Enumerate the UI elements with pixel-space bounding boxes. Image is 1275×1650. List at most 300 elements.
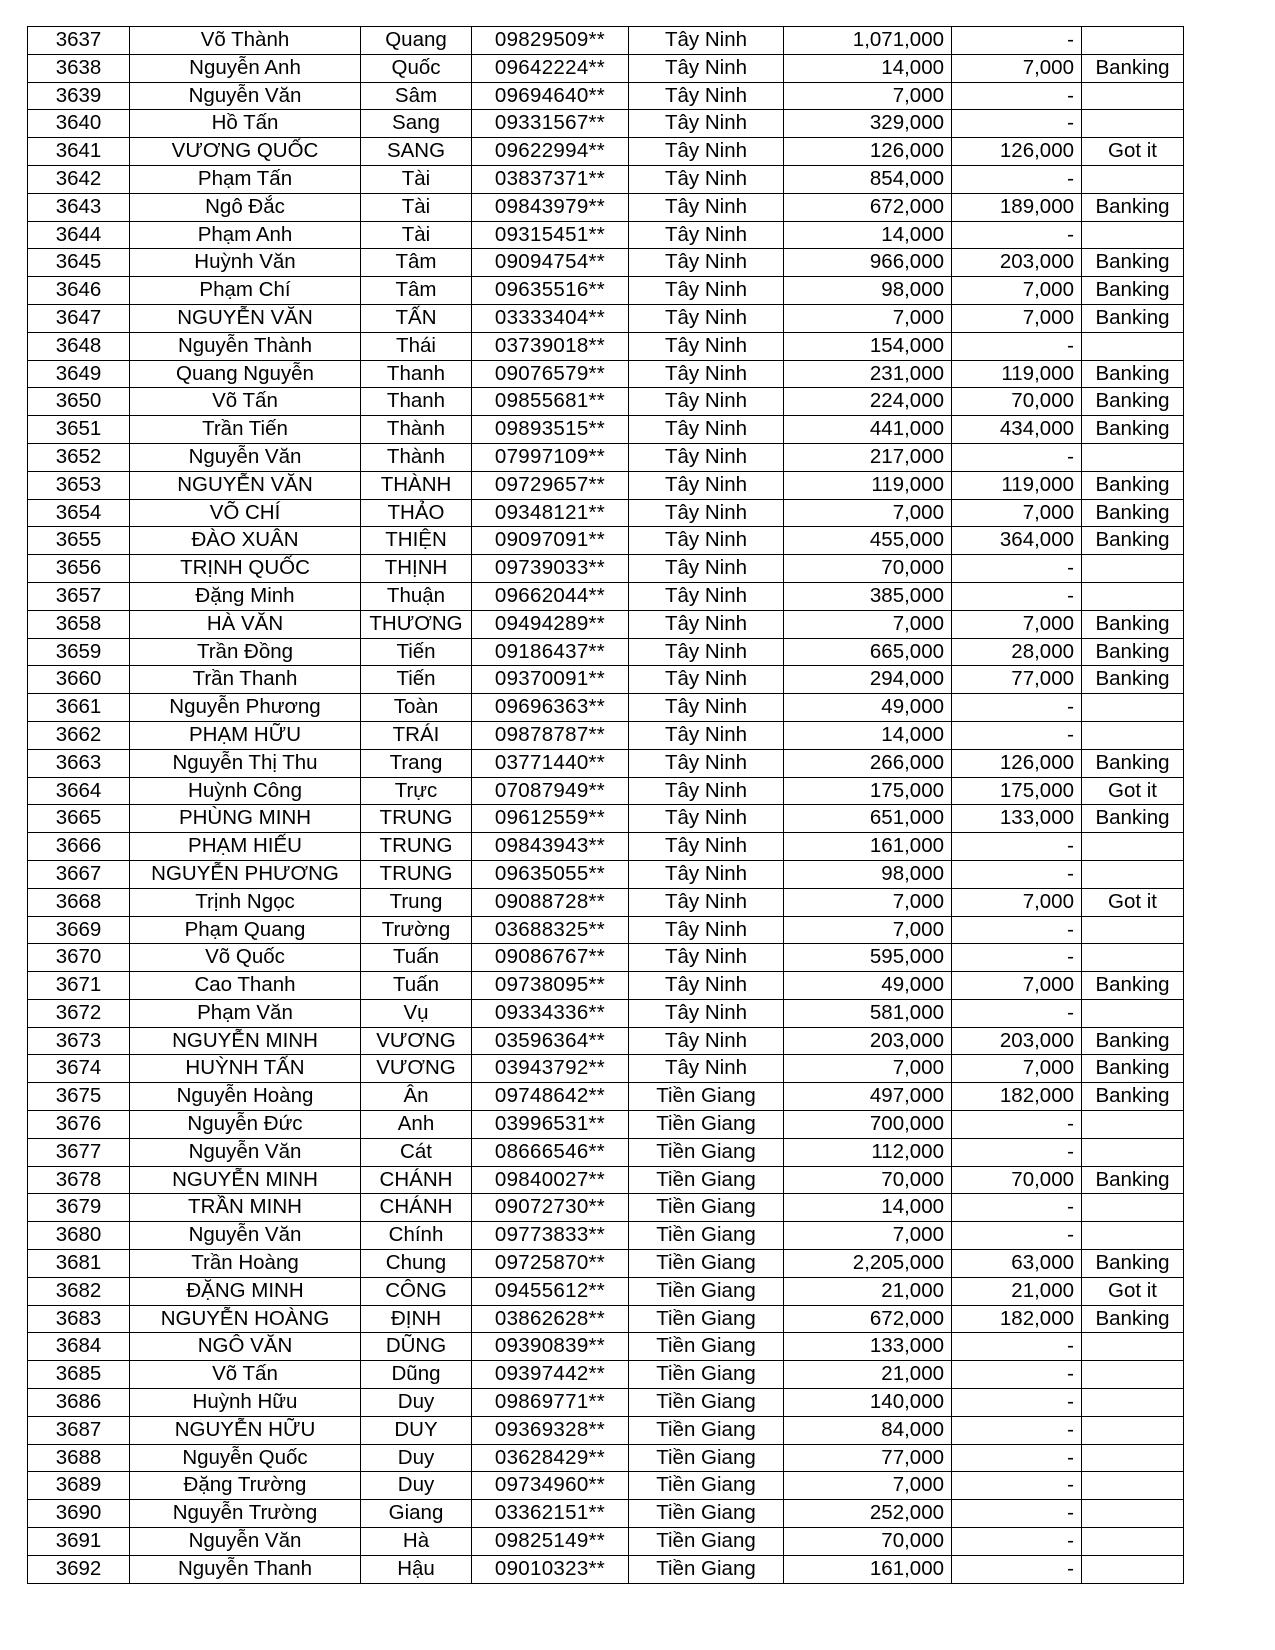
table-row [28, 944, 1184, 972]
first-name-cell: Phạm Quang [130, 916, 361, 944]
paid-amount-cell: 63,000 [952, 1250, 1082, 1278]
method-cell [1082, 1111, 1184, 1139]
last-name-cell: THẢO [361, 499, 472, 527]
paid-amount-cell: - [952, 1444, 1082, 1472]
method-cell [1082, 1528, 1184, 1556]
phone-cell: 09869771** [472, 1389, 629, 1417]
paid-amount-cell: 7,000 [952, 972, 1082, 1000]
first-name-cell: HÀ VĂN [130, 610, 361, 638]
table-row [28, 277, 1184, 305]
method-cell [1082, 582, 1184, 610]
first-name-cell: Nguyễn Anh [130, 54, 361, 82]
phone-cell: 09390839** [472, 1333, 629, 1361]
table-row [28, 721, 1184, 749]
province-cell: Tây Ninh [629, 582, 784, 610]
row-index-cell: 3640 [28, 110, 130, 138]
method-cell: Banking [1082, 805, 1184, 833]
method-cell: Got it [1082, 138, 1184, 166]
table-row [28, 1305, 1184, 1333]
last-name-cell: Thành [361, 443, 472, 471]
table-row [28, 1555, 1184, 1583]
table-row [28, 1389, 1184, 1417]
first-name-cell: NGUYỄN HỮU [130, 1416, 361, 1444]
row-index-cell: 3667 [28, 860, 130, 888]
last-name-cell: Thành [361, 416, 472, 444]
first-name-cell: VÕ CHÍ [130, 499, 361, 527]
table-row [28, 972, 1184, 1000]
phone-cell: 09738095** [472, 972, 629, 1000]
first-name-cell: Cao Thanh [130, 972, 361, 1000]
last-name-cell: THÀNH [361, 471, 472, 499]
row-index-cell: 3682 [28, 1277, 130, 1305]
phone-cell: 09612559** [472, 805, 629, 833]
phone-cell: 09725870** [472, 1250, 629, 1278]
last-name-cell: Tâm [361, 249, 472, 277]
amount-cell: 161,000 [784, 833, 952, 861]
last-name-cell: DŨNG [361, 1333, 472, 1361]
last-name-cell: Vụ [361, 999, 472, 1027]
method-cell [1082, 443, 1184, 471]
phone-cell: 09186437** [472, 638, 629, 666]
first-name-cell: NGÔ VĂN [130, 1333, 361, 1361]
last-name-cell: TRUNG [361, 805, 472, 833]
last-name-cell: SANG [361, 138, 472, 166]
paid-amount-cell: 70,000 [952, 1166, 1082, 1194]
paid-amount-cell: - [952, 1500, 1082, 1528]
last-name-cell: TRUNG [361, 860, 472, 888]
method-cell [1082, 860, 1184, 888]
first-name-cell: Võ Tấn [130, 388, 361, 416]
province-cell: Tây Ninh [629, 666, 784, 694]
table-row [28, 388, 1184, 416]
table-row [28, 471, 1184, 499]
method-cell [1082, 1361, 1184, 1389]
amount-cell: 98,000 [784, 277, 952, 305]
row-index-cell: 3691 [28, 1528, 130, 1556]
paid-amount-cell: 203,000 [952, 1027, 1082, 1055]
amount-cell: 672,000 [784, 1305, 952, 1333]
province-cell: Tây Ninh [629, 416, 784, 444]
first-name-cell: Nguyễn Quốc [130, 1444, 361, 1472]
method-cell [1082, 916, 1184, 944]
table-row [28, 1472, 1184, 1500]
row-index-cell: 3679 [28, 1194, 130, 1222]
last-name-cell: Anh [361, 1111, 472, 1139]
paid-amount-cell: - [952, 1111, 1082, 1139]
paid-amount-cell: - [952, 1361, 1082, 1389]
row-index-cell: 3676 [28, 1111, 130, 1139]
phone-cell: 09086767** [472, 944, 629, 972]
province-cell: Tiền Giang [629, 1138, 784, 1166]
province-cell: Tây Ninh [629, 443, 784, 471]
table-row [28, 860, 1184, 888]
province-cell: Tiền Giang [629, 1361, 784, 1389]
paid-amount-cell: - [952, 443, 1082, 471]
last-name-cell: Trang [361, 749, 472, 777]
first-name-cell: ĐẶNG MINH [130, 1277, 361, 1305]
row-index-cell: 3673 [28, 1027, 130, 1055]
province-cell: Tiền Giang [629, 1194, 784, 1222]
amount-cell: 700,000 [784, 1111, 952, 1139]
phone-cell: 09094754** [472, 249, 629, 277]
province-cell: Tiền Giang [629, 1333, 784, 1361]
table-row [28, 1055, 1184, 1083]
row-index-cell: 3669 [28, 916, 130, 944]
first-name-cell: VƯƠNG QUỐC [130, 138, 361, 166]
first-name-cell: TRẦN MINH [130, 1194, 361, 1222]
first-name-cell: Đặng Minh [130, 582, 361, 610]
phone-cell: 03837371** [472, 165, 629, 193]
phone-cell: 08666546** [472, 1138, 629, 1166]
table-row [28, 777, 1184, 805]
phone-cell: 03943792** [472, 1055, 629, 1083]
row-index-cell: 3678 [28, 1166, 130, 1194]
phone-cell: 09662044** [472, 582, 629, 610]
paid-amount-cell: - [952, 221, 1082, 249]
last-name-cell: Trực [361, 777, 472, 805]
last-name-cell: THỊNH [361, 555, 472, 583]
table-row [28, 1111, 1184, 1139]
method-cell: Banking [1082, 1166, 1184, 1194]
paid-amount-cell: 133,000 [952, 805, 1082, 833]
amount-cell: 84,000 [784, 1416, 952, 1444]
province-cell: Tây Ninh [629, 944, 784, 972]
paid-amount-cell: - [952, 1138, 1082, 1166]
amount-cell: 7,000 [784, 916, 952, 944]
paid-amount-cell: - [952, 1416, 1082, 1444]
row-index-cell: 3661 [28, 694, 130, 722]
last-name-cell: CHÁNH [361, 1166, 472, 1194]
phone-cell: 09773833** [472, 1222, 629, 1250]
last-name-cell: Tiến [361, 638, 472, 666]
row-index-cell: 3675 [28, 1083, 130, 1111]
amount-cell: 441,000 [784, 416, 952, 444]
table-row [28, 666, 1184, 694]
province-cell: Tây Ninh [629, 471, 784, 499]
first-name-cell: Huỳnh Văn [130, 249, 361, 277]
row-index-cell: 3652 [28, 443, 130, 471]
last-name-cell: Trường [361, 916, 472, 944]
amount-cell: 70,000 [784, 1528, 952, 1556]
amount-cell: 14,000 [784, 721, 952, 749]
row-index-cell: 3647 [28, 304, 130, 332]
last-name-cell: Cát [361, 1138, 472, 1166]
amount-cell: 329,000 [784, 110, 952, 138]
row-index-cell: 3644 [28, 221, 130, 249]
amount-cell: 77,000 [784, 1444, 952, 1472]
last-name-cell: Ân [361, 1083, 472, 1111]
table-row [28, 138, 1184, 166]
last-name-cell: Dũng [361, 1361, 472, 1389]
amount-cell: 7,000 [784, 1055, 952, 1083]
amount-cell: 581,000 [784, 999, 952, 1027]
amount-cell: 497,000 [784, 1083, 952, 1111]
row-index-cell: 3680 [28, 1222, 130, 1250]
paid-amount-cell: - [952, 582, 1082, 610]
table-row [28, 499, 1184, 527]
row-index-cell: 3642 [28, 165, 130, 193]
amount-cell: 294,000 [784, 666, 952, 694]
row-index-cell: 3639 [28, 82, 130, 110]
phone-cell: 03362151** [472, 1500, 629, 1528]
province-cell: Tiền Giang [629, 1277, 784, 1305]
phone-cell: 09734960** [472, 1472, 629, 1500]
province-cell: Tây Ninh [629, 972, 784, 1000]
method-cell [1082, 555, 1184, 583]
amount-cell: 231,000 [784, 360, 952, 388]
paid-amount-cell: 203,000 [952, 249, 1082, 277]
row-index-cell: 3688 [28, 1444, 130, 1472]
row-index-cell: 3683 [28, 1305, 130, 1333]
table-row [28, 1361, 1184, 1389]
province-cell: Tây Ninh [629, 138, 784, 166]
province-cell: Tây Ninh [629, 360, 784, 388]
method-cell [1082, 1222, 1184, 1250]
first-name-cell: Nguyễn Thành [130, 332, 361, 360]
amount-cell: 154,000 [784, 332, 952, 360]
amount-cell: 126,000 [784, 138, 952, 166]
row-index-cell: 3641 [28, 138, 130, 166]
phone-cell: 09072730** [472, 1194, 629, 1222]
province-cell: Tiền Giang [629, 1166, 784, 1194]
method-cell [1082, 110, 1184, 138]
phone-cell: 09334336** [472, 999, 629, 1027]
table-row [28, 582, 1184, 610]
amount-cell: 21,000 [784, 1277, 952, 1305]
province-cell: Tiền Giang [629, 1389, 784, 1417]
province-cell: Tiền Giang [629, 1528, 784, 1556]
amount-cell: 854,000 [784, 165, 952, 193]
table-row [28, 416, 1184, 444]
province-cell: Tây Ninh [629, 555, 784, 583]
province-cell: Tây Ninh [629, 749, 784, 777]
province-cell: Tây Ninh [629, 638, 784, 666]
paid-amount-cell: - [952, 1555, 1082, 1583]
province-cell: Tây Ninh [629, 860, 784, 888]
method-cell: Banking [1082, 304, 1184, 332]
phone-cell: 03628429** [472, 1444, 629, 1472]
first-name-cell: Đặng Trường [130, 1472, 361, 1500]
amount-cell: 266,000 [784, 749, 952, 777]
amount-cell: 175,000 [784, 777, 952, 805]
method-cell [1082, 1138, 1184, 1166]
phone-cell: 09893515** [472, 416, 629, 444]
row-index-cell: 3651 [28, 416, 130, 444]
amount-cell: 49,000 [784, 694, 952, 722]
table-row [28, 1138, 1184, 1166]
row-index-cell: 3685 [28, 1361, 130, 1389]
amount-cell: 252,000 [784, 1500, 952, 1528]
table-row [28, 193, 1184, 221]
province-cell: Tây Ninh [629, 82, 784, 110]
first-name-cell: PHẠM HỮU [130, 721, 361, 749]
phone-cell: 09076579** [472, 360, 629, 388]
row-index-cell: 3638 [28, 54, 130, 82]
paid-amount-cell: - [952, 860, 1082, 888]
phone-cell: 09739033** [472, 555, 629, 583]
paid-amount-cell: - [952, 1472, 1082, 1500]
method-cell [1082, 1444, 1184, 1472]
phone-cell: 09694640** [472, 82, 629, 110]
table-row [28, 249, 1184, 277]
amount-cell: 112,000 [784, 1138, 952, 1166]
phone-cell: 09878787** [472, 721, 629, 749]
last-name-cell: DUY [361, 1416, 472, 1444]
table-row [28, 916, 1184, 944]
last-name-cell: Duy [361, 1444, 472, 1472]
method-cell: Banking [1082, 972, 1184, 1000]
amount-cell: 966,000 [784, 249, 952, 277]
table-row [28, 54, 1184, 82]
method-cell [1082, 944, 1184, 972]
first-name-cell: Trần Thanh [130, 666, 361, 694]
amount-cell: 1,071,000 [784, 27, 952, 55]
table-row [28, 360, 1184, 388]
table-row [28, 1333, 1184, 1361]
data-table [27, 26, 1184, 1584]
paid-amount-cell: - [952, 833, 1082, 861]
amount-cell: 7,000 [784, 499, 952, 527]
first-name-cell: Phạm Tấn [130, 165, 361, 193]
province-cell: Tiền Giang [629, 1083, 784, 1111]
amount-cell: 161,000 [784, 1555, 952, 1583]
first-name-cell: Nguyễn Văn [130, 1138, 361, 1166]
first-name-cell: Trần Đồng [130, 638, 361, 666]
row-index-cell: 3650 [28, 388, 130, 416]
table-row [28, 1500, 1184, 1528]
paid-amount-cell: 175,000 [952, 777, 1082, 805]
method-cell [1082, 1555, 1184, 1583]
province-cell: Tây Ninh [629, 721, 784, 749]
last-name-cell: CÔNG [361, 1277, 472, 1305]
province-cell: Tiền Giang [629, 1111, 784, 1139]
phone-cell: 09397442** [472, 1361, 629, 1389]
last-name-cell: VƯƠNG [361, 1055, 472, 1083]
paid-amount-cell: 182,000 [952, 1305, 1082, 1333]
amount-cell: 224,000 [784, 388, 952, 416]
first-name-cell: Võ Quốc [130, 944, 361, 972]
province-cell: Tây Ninh [629, 54, 784, 82]
phone-cell: 09088728** [472, 888, 629, 916]
first-name-cell: Nguyễn Phương [130, 694, 361, 722]
table-row [28, 694, 1184, 722]
table-row [28, 1416, 1184, 1444]
province-cell: Tây Ninh [629, 249, 784, 277]
row-index-cell: 3662 [28, 721, 130, 749]
method-cell [1082, 999, 1184, 1027]
last-name-cell: CHÁNH [361, 1194, 472, 1222]
first-name-cell: NGUYỄN VĂN [130, 471, 361, 499]
paid-amount-cell: 126,000 [952, 749, 1082, 777]
last-name-cell: Tài [361, 165, 472, 193]
row-index-cell: 3655 [28, 527, 130, 555]
amount-cell: 140,000 [784, 1389, 952, 1417]
paid-amount-cell: 7,000 [952, 610, 1082, 638]
phone-cell: 09840027** [472, 1166, 629, 1194]
phone-cell: 07997109** [472, 443, 629, 471]
phone-cell: 09748642** [472, 1083, 629, 1111]
first-name-cell: Nguyễn Văn [130, 1528, 361, 1556]
table-row [28, 165, 1184, 193]
method-cell: Banking [1082, 249, 1184, 277]
method-cell: Banking [1082, 1055, 1184, 1083]
table-row [28, 1444, 1184, 1472]
province-cell: Tây Ninh [629, 527, 784, 555]
paid-amount-cell: 28,000 [952, 638, 1082, 666]
paid-amount-cell: 364,000 [952, 527, 1082, 555]
paid-amount-cell: 21,000 [952, 1277, 1082, 1305]
amount-cell: 119,000 [784, 471, 952, 499]
table-row [28, 833, 1184, 861]
phone-cell: 03771440** [472, 749, 629, 777]
row-index-cell: 3668 [28, 888, 130, 916]
first-name-cell: Nguyễn Trường [130, 1500, 361, 1528]
phone-cell: 09097091** [472, 527, 629, 555]
row-index-cell: 3684 [28, 1333, 130, 1361]
table-row [28, 110, 1184, 138]
first-name-cell: Nguyễn Văn [130, 82, 361, 110]
last-name-cell: Quang [361, 27, 472, 55]
first-name-cell: NGUYỄN PHƯƠNG [130, 860, 361, 888]
table-row [28, 443, 1184, 471]
amount-cell: 2,205,000 [784, 1250, 952, 1278]
amount-cell: 7,000 [784, 82, 952, 110]
last-name-cell: Thái [361, 332, 472, 360]
paid-amount-cell: 77,000 [952, 666, 1082, 694]
amount-cell: 133,000 [784, 1333, 952, 1361]
amount-cell: 7,000 [784, 610, 952, 638]
last-name-cell: Chung [361, 1250, 472, 1278]
table-row [28, 332, 1184, 360]
phone-cell: 09331567** [472, 110, 629, 138]
paid-amount-cell: - [952, 555, 1082, 583]
method-cell: Banking [1082, 1027, 1184, 1055]
method-cell [1082, 721, 1184, 749]
province-cell: Tây Ninh [629, 221, 784, 249]
phone-cell: 03333404** [472, 304, 629, 332]
province-cell: Tây Ninh [629, 999, 784, 1027]
table-row [28, 1027, 1184, 1055]
last-name-cell: Duy [361, 1389, 472, 1417]
paid-amount-cell: 7,000 [952, 277, 1082, 305]
method-cell: Banking [1082, 1305, 1184, 1333]
phone-cell: 09455612** [472, 1277, 629, 1305]
row-index-cell: 3649 [28, 360, 130, 388]
row-index-cell: 3658 [28, 610, 130, 638]
paid-amount-cell: 7,000 [952, 888, 1082, 916]
last-name-cell: Tuấn [361, 972, 472, 1000]
method-cell: Banking [1082, 360, 1184, 388]
first-name-cell: NGUYỄN HOÀNG [130, 1305, 361, 1333]
paid-amount-cell: 7,000 [952, 304, 1082, 332]
amount-cell: 455,000 [784, 527, 952, 555]
paid-amount-cell: - [952, 1194, 1082, 1222]
row-index-cell: 3670 [28, 944, 130, 972]
last-name-cell: Sâm [361, 82, 472, 110]
phone-cell: 09843943** [472, 833, 629, 861]
paid-amount-cell: - [952, 1389, 1082, 1417]
row-index-cell: 3689 [28, 1472, 130, 1500]
method-cell: Banking [1082, 1083, 1184, 1111]
table-row [28, 527, 1184, 555]
first-name-cell: Quang Nguyễn [130, 360, 361, 388]
phone-cell: 09696363** [472, 694, 629, 722]
first-name-cell: Trần Hoàng [130, 1250, 361, 1278]
first-name-cell: Trần Tiến [130, 416, 361, 444]
province-cell: Tây Ninh [629, 805, 784, 833]
row-index-cell: 3645 [28, 249, 130, 277]
last-name-cell: TẤN [361, 304, 472, 332]
